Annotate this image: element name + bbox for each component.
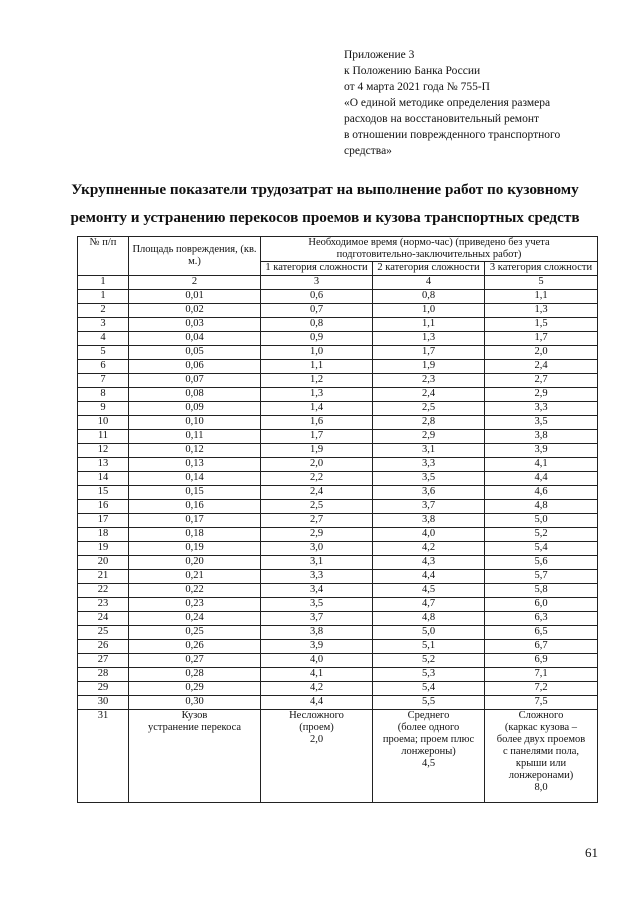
category-3-hours: 7,1 bbox=[485, 668, 598, 682]
table-row bbox=[78, 374, 598, 388]
body-distortion-label bbox=[129, 710, 261, 803]
row-number: 13 bbox=[78, 458, 129, 472]
category-1-hours: 2,2 bbox=[261, 472, 373, 486]
category-1-hours: 1,1 bbox=[261, 360, 373, 374]
title-line-2: ремонту и устранению перекосов проемов и кузова транспортных средств bbox=[70, 209, 580, 226]
category-3-hours-line: лонжеронами) bbox=[508, 770, 574, 781]
row-number: 6 bbox=[78, 360, 129, 374]
category-3-hours: 5,6 bbox=[485, 556, 598, 570]
page-number: 61 bbox=[585, 845, 598, 860]
damage-area: 0,17 bbox=[129, 514, 261, 528]
damage-area: 0,09 bbox=[129, 402, 261, 416]
category-1-hours: 1,2 bbox=[261, 374, 373, 388]
table-row bbox=[78, 416, 598, 430]
category-2-hours-line: (более одного bbox=[397, 722, 460, 733]
row-number: 17 bbox=[78, 514, 129, 528]
category-3-hours: 2,9 bbox=[485, 388, 598, 402]
category-1-hours: 3,5 bbox=[261, 598, 373, 612]
category-3-hours: 3,9 bbox=[485, 444, 598, 458]
row-number: 5 bbox=[78, 346, 129, 360]
appendix-line: к Положению Банка России bbox=[344, 65, 481, 77]
row-number: 27 bbox=[78, 654, 129, 668]
row-number: 4 bbox=[78, 332, 129, 346]
category-2-hours: 4,4 bbox=[373, 570, 485, 584]
row-number: 7 bbox=[78, 374, 129, 388]
category-1-hours: 3,7 bbox=[261, 612, 373, 626]
table-row bbox=[78, 444, 598, 458]
damage-area: 0,08 bbox=[129, 388, 261, 402]
damage-area: 0,19 bbox=[129, 542, 261, 556]
category-3-hours-line: крыши или bbox=[515, 758, 567, 769]
damage-area: 0,14 bbox=[129, 472, 261, 486]
category-2-hours: 5,1 bbox=[373, 640, 485, 654]
table-row bbox=[78, 682, 598, 696]
damage-area: 0,12 bbox=[129, 444, 261, 458]
category-2-hours: 1,1 bbox=[373, 318, 485, 332]
category-1-hours: 2,4 bbox=[261, 486, 373, 500]
damage-area: 0,28 bbox=[129, 668, 261, 682]
table-row bbox=[78, 668, 598, 682]
category-1-hours: 3,4 bbox=[261, 584, 373, 598]
table-row bbox=[78, 346, 598, 360]
row-number: 30 bbox=[78, 696, 129, 710]
category-2-hours: 3,5 bbox=[373, 472, 485, 486]
row-number: 29 bbox=[78, 682, 129, 696]
header-area bbox=[129, 237, 261, 276]
damage-area: 0,27 bbox=[129, 654, 261, 668]
damage-area: 0,07 bbox=[129, 374, 261, 388]
damage-area: 0,30 bbox=[129, 696, 261, 710]
category-1-hours-line: Несложного bbox=[289, 710, 344, 721]
damage-area: 0,23 bbox=[129, 598, 261, 612]
table-row bbox=[78, 318, 598, 332]
row-number: 15 bbox=[78, 486, 129, 500]
row-number: 16 bbox=[78, 500, 129, 514]
damage-area: 0,11 bbox=[129, 430, 261, 444]
category-1-hours: 3,1 bbox=[261, 556, 373, 570]
row-number: 3 bbox=[78, 318, 129, 332]
category-3-hours: 1,5 bbox=[485, 318, 598, 332]
category-1-hours-line: 2,0 bbox=[309, 734, 324, 745]
header-time-line-2: подготовительно-заключительных работ) bbox=[336, 249, 522, 260]
header-category-3: 3 категория сложности bbox=[485, 262, 598, 276]
category-2-hours: 4,7 bbox=[373, 598, 485, 612]
category-2-hours: 4,3 bbox=[373, 556, 485, 570]
category-3-hours: 6,9 bbox=[485, 654, 598, 668]
row-number: 21 bbox=[78, 570, 129, 584]
column-number: 5 bbox=[485, 276, 598, 290]
table-row bbox=[78, 696, 598, 710]
table-row bbox=[78, 640, 598, 654]
category-2-hours: 4,5 bbox=[373, 584, 485, 598]
category-2-hours: 2,4 bbox=[373, 388, 485, 402]
row-number: 2 bbox=[78, 304, 129, 318]
damage-area: 0,10 bbox=[129, 416, 261, 430]
damage-area: 0,02 bbox=[129, 304, 261, 318]
category-1-hours: 4,0 bbox=[261, 654, 373, 668]
category-3-hours: 1,3 bbox=[485, 304, 598, 318]
category-1-hours: 0,8 bbox=[261, 318, 373, 332]
category-1-hours: 4,4 bbox=[261, 696, 373, 710]
category-3-hours: 7,2 bbox=[485, 682, 598, 696]
category-3-hours-line: с панелями пола, bbox=[502, 746, 580, 757]
damage-area: 0,25 bbox=[129, 626, 261, 640]
header-number: № п/п bbox=[78, 237, 129, 276]
category-3-hours: 1,1 bbox=[485, 290, 598, 304]
appendix-line: от 4 марта 2021 года № 755-П bbox=[344, 81, 490, 93]
appendix-line: «О единой методике определения размера bbox=[344, 97, 551, 109]
table-row bbox=[78, 290, 598, 304]
category-2-hours: 5,5 bbox=[373, 696, 485, 710]
damage-area: 0,03 bbox=[129, 318, 261, 332]
category-1-hours: 3,3 bbox=[261, 570, 373, 584]
table-row bbox=[78, 360, 598, 374]
category-1-hours: 3,0 bbox=[261, 542, 373, 556]
header-time-line-1: Необходимое время (нормо-час) (приведено без учета bbox=[308, 237, 550, 248]
category-3-hours: 2,4 bbox=[485, 360, 598, 374]
damage-area: 0,05 bbox=[129, 346, 261, 360]
category-3-hours-line: 8,0 bbox=[534, 782, 548, 793]
table-row bbox=[78, 472, 598, 486]
category-3-hours-line: (каркас кузова – bbox=[504, 722, 578, 733]
category-1-hours: 4,2 bbox=[261, 682, 373, 696]
category-1-hours: 1,6 bbox=[261, 416, 373, 430]
category-2-hours-line: Среднего bbox=[407, 710, 450, 721]
row-number: 1 bbox=[78, 290, 129, 304]
category-1-hours: 2,7 bbox=[261, 514, 373, 528]
category-2-hours: 2,9 bbox=[373, 430, 485, 444]
category-2-hours: 5,3 bbox=[373, 668, 485, 682]
category-3-hours: 6,3 bbox=[485, 612, 598, 626]
category-3-hours: 2,0 bbox=[485, 346, 598, 360]
category-3-hours: 4,6 bbox=[485, 486, 598, 500]
table-row bbox=[78, 430, 598, 444]
table-row bbox=[78, 402, 598, 416]
damage-area: 0,21 bbox=[129, 570, 261, 584]
damage-area: 0,01 bbox=[129, 290, 261, 304]
row-number: 8 bbox=[78, 388, 129, 402]
table-row bbox=[78, 388, 598, 402]
category-3-hours-line: Сложного bbox=[518, 710, 564, 721]
category-2-hours: 1,9 bbox=[373, 360, 485, 374]
category-1-hours: 0,9 bbox=[261, 332, 373, 346]
category-2-hours: 2,5 bbox=[373, 402, 485, 416]
body-distortion-label-line: Кузов bbox=[181, 710, 208, 721]
table-row bbox=[78, 500, 598, 514]
category-3-hours: 6,7 bbox=[485, 640, 598, 654]
table-row bbox=[78, 528, 598, 542]
row-number: 12 bbox=[78, 444, 129, 458]
damage-area: 0,22 bbox=[129, 584, 261, 598]
damage-area: 0,29 bbox=[129, 682, 261, 696]
category-2-hours: 5,4 bbox=[373, 682, 485, 696]
row-number: 9 bbox=[78, 402, 129, 416]
category-1-hours: 0,6 bbox=[261, 290, 373, 304]
appendix-line: в отношении поврежденного транспортного bbox=[344, 129, 561, 141]
category-2-hours: 4,0 bbox=[373, 528, 485, 542]
category-3-hours: 5,2 bbox=[485, 528, 598, 542]
category-2-hours: 3,7 bbox=[373, 500, 485, 514]
category-2-hours: 3,8 bbox=[373, 514, 485, 528]
damage-area: 0,24 bbox=[129, 612, 261, 626]
category-1-hours: 2,5 bbox=[261, 500, 373, 514]
category-2-hours: 1,0 bbox=[373, 304, 485, 318]
category-3-hours: 3,8 bbox=[485, 430, 598, 444]
category-2-hours: 5,2 bbox=[373, 654, 485, 668]
category-3-hours bbox=[485, 710, 598, 803]
category-3-hours: 4,8 bbox=[485, 500, 598, 514]
category-2-hours: 3,1 bbox=[373, 444, 485, 458]
table-row bbox=[78, 598, 598, 612]
category-3-hours: 4,4 bbox=[485, 472, 598, 486]
category-2-hours: 1,3 bbox=[373, 332, 485, 346]
category-1-hours: 3,8 bbox=[261, 626, 373, 640]
row-number: 24 bbox=[78, 612, 129, 626]
category-3-hours: 6,0 bbox=[485, 598, 598, 612]
category-1-hours: 3,9 bbox=[261, 640, 373, 654]
category-3-hours: 2,7 bbox=[485, 374, 598, 388]
category-2-hours: 3,6 bbox=[373, 486, 485, 500]
table-row bbox=[78, 514, 598, 528]
category-3-hours: 5,7 bbox=[485, 570, 598, 584]
row-number: 31 bbox=[78, 710, 129, 803]
labor-standards-table bbox=[77, 236, 598, 803]
appendix-reference bbox=[344, 47, 634, 159]
category-1-hours-line: (проем) bbox=[299, 722, 334, 733]
category-3-hours: 4,1 bbox=[485, 458, 598, 472]
category-3-hours: 3,5 bbox=[485, 416, 598, 430]
category-1-hours: 0,7 bbox=[261, 304, 373, 318]
row-number: 23 bbox=[78, 598, 129, 612]
header-area-text: Площадь повреждения, (кв. м.) bbox=[132, 244, 257, 267]
damage-area: 0,15 bbox=[129, 486, 261, 500]
row-number: 19 bbox=[78, 542, 129, 556]
category-1-hours: 1,0 bbox=[261, 346, 373, 360]
appendix-line: средства» bbox=[344, 145, 392, 157]
category-3-hours: 1,7 bbox=[485, 332, 598, 346]
table-row-body-distortion bbox=[78, 710, 598, 803]
category-2-hours-line: проема; проем плюс bbox=[382, 734, 475, 745]
category-1-hours: 1,3 bbox=[261, 388, 373, 402]
column-number-row bbox=[78, 276, 598, 290]
table-row bbox=[78, 584, 598, 598]
column-number: 2 bbox=[129, 276, 261, 290]
table-row bbox=[78, 626, 598, 640]
table-row bbox=[78, 612, 598, 626]
header-time bbox=[261, 237, 598, 262]
category-2-hours-line: 4,5 bbox=[421, 758, 436, 769]
category-3-hours: 3,3 bbox=[485, 402, 598, 416]
appendix-line: Приложение 3 bbox=[344, 49, 415, 61]
row-number: 11 bbox=[78, 430, 129, 444]
damage-area: 0,06 bbox=[129, 360, 261, 374]
column-number: 3 bbox=[261, 276, 373, 290]
row-number: 20 bbox=[78, 556, 129, 570]
damage-area: 0,04 bbox=[129, 332, 261, 346]
table-row bbox=[78, 556, 598, 570]
category-2-hours: 4,2 bbox=[373, 542, 485, 556]
category-2-hours: 1,7 bbox=[373, 346, 485, 360]
damage-area: 0,16 bbox=[129, 500, 261, 514]
category-3-hours: 6,5 bbox=[485, 626, 598, 640]
column-number: 1 bbox=[78, 276, 129, 290]
category-2-hours: 2,8 bbox=[373, 416, 485, 430]
category-2-hours: 2,3 bbox=[373, 374, 485, 388]
category-2-hours bbox=[373, 710, 485, 803]
appendix-line: расходов на восстановительный ремонт bbox=[344, 113, 540, 125]
table-row bbox=[78, 332, 598, 346]
header-category-2: 2 категория сложности bbox=[373, 262, 485, 276]
table-row bbox=[78, 570, 598, 584]
category-2-hours-line: лонжероны) bbox=[401, 746, 456, 757]
category-1-hours: 1,9 bbox=[261, 444, 373, 458]
row-number: 22 bbox=[78, 584, 129, 598]
title-line-1: Укрупненные показатели трудозатрат на выполнение работ по кузовному bbox=[71, 181, 579, 198]
table-row bbox=[78, 654, 598, 668]
row-number: 10 bbox=[78, 416, 129, 430]
damage-area: 0,13 bbox=[129, 458, 261, 472]
row-number: 25 bbox=[78, 626, 129, 640]
row-number: 18 bbox=[78, 528, 129, 542]
table-row bbox=[78, 486, 598, 500]
damage-area: 0,18 bbox=[129, 528, 261, 542]
category-3-hours: 5,4 bbox=[485, 542, 598, 556]
row-number: 14 bbox=[78, 472, 129, 486]
category-3-hours-line: более двух проемов bbox=[496, 734, 586, 745]
category-1-hours bbox=[261, 710, 373, 803]
category-1-hours: 1,7 bbox=[261, 430, 373, 444]
category-1-hours: 2,9 bbox=[261, 528, 373, 542]
damage-area: 0,20 bbox=[129, 556, 261, 570]
category-3-hours: 5,8 bbox=[485, 584, 598, 598]
row-number: 26 bbox=[78, 640, 129, 654]
header-category-1: 1 категория сложности bbox=[261, 262, 373, 276]
damage-area: 0,26 bbox=[129, 640, 261, 654]
category-1-hours: 1,4 bbox=[261, 402, 373, 416]
category-1-hours: 4,1 bbox=[261, 668, 373, 682]
category-2-hours: 0,8 bbox=[373, 290, 485, 304]
category-2-hours: 3,3 bbox=[373, 458, 485, 472]
document-title bbox=[40, 176, 610, 232]
category-2-hours: 5,0 bbox=[373, 626, 485, 640]
category-2-hours: 4,8 bbox=[373, 612, 485, 626]
table-row bbox=[78, 458, 598, 472]
body-distortion-label-line: устранение перекоса bbox=[147, 722, 242, 733]
row-number: 28 bbox=[78, 668, 129, 682]
category-1-hours: 2,0 bbox=[261, 458, 373, 472]
table-row bbox=[78, 542, 598, 556]
category-3-hours: 5,0 bbox=[485, 514, 598, 528]
column-number: 4 bbox=[373, 276, 485, 290]
category-3-hours: 7,5 bbox=[485, 696, 598, 710]
table-row bbox=[78, 304, 598, 318]
